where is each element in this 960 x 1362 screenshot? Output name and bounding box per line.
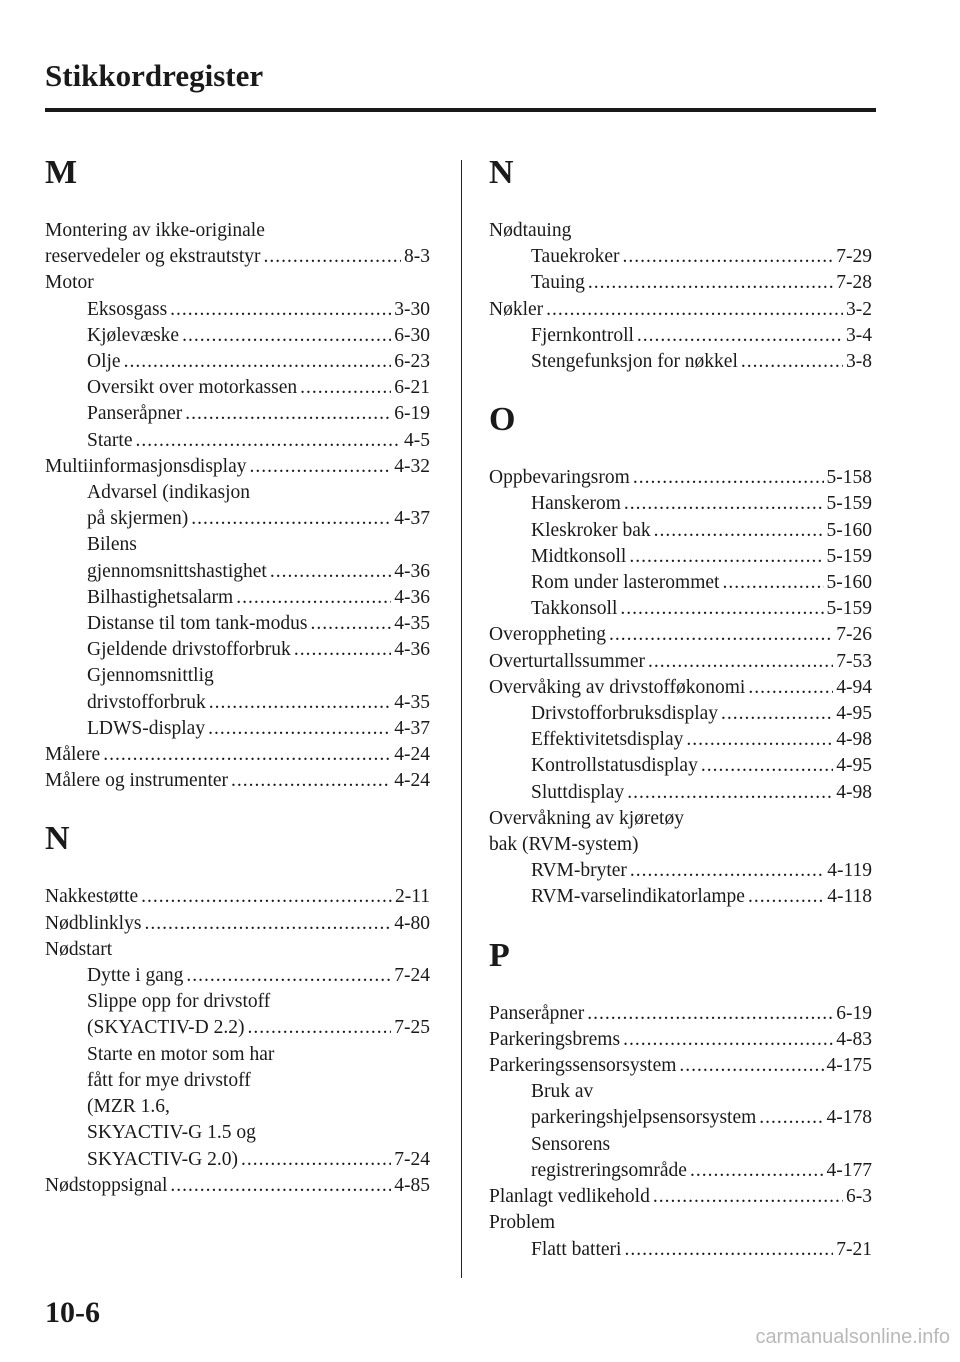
- index-subentry: [45, 297, 430, 323]
- entry-page-ref[interactable]: 2-11: [394, 886, 430, 908]
- index-entry: [489, 649, 872, 675]
- index-subentry: [45, 611, 430, 637]
- leader-dots: [609, 622, 833, 648]
- entry-page-ref[interactable]: 4-98: [836, 781, 872, 803]
- index-entry: [489, 1210, 872, 1236]
- entry-page-ref[interactable]: 6-3: [846, 1186, 872, 1208]
- entry-page-ref[interactable]: 5-160: [826, 572, 872, 594]
- entry-term: Fjernkontroll: [531, 324, 634, 346]
- leader-dots: [294, 637, 391, 663]
- index-subentry: [45, 690, 430, 716]
- entry-page-ref[interactable]: 5-158: [826, 467, 872, 489]
- entry-term: registreringsområde: [531, 1159, 687, 1181]
- entry-page-ref[interactable]: 4-36: [394, 639, 430, 661]
- entry-term: Kleskroker bak: [531, 519, 651, 541]
- leader-dots: [630, 858, 824, 884]
- column-divider: [461, 160, 462, 1278]
- entry-page-ref[interactable]: 4-80: [394, 912, 430, 934]
- section-letter: N: [45, 820, 70, 858]
- entry-page-ref[interactable]: 5-159: [826, 598, 872, 620]
- entry-term: Nødstoppsignal: [45, 1174, 168, 1196]
- leader-dots: [637, 323, 843, 349]
- entry-term: Hanskerom: [531, 493, 621, 515]
- index-subentry: [45, 1147, 430, 1173]
- entry-term: Distanse til tom tank-modus: [87, 613, 308, 635]
- leader-dots: [748, 675, 833, 701]
- section-gap: [45, 794, 430, 818]
- index-entry: [45, 768, 430, 794]
- entry-term: Nødtauing: [489, 220, 572, 241]
- index-subentry: [489, 323, 872, 349]
- index-subentry: [489, 1079, 872, 1105]
- index-subentry: [489, 858, 872, 884]
- entry-page-ref[interactable]: 4-175: [826, 1055, 872, 1077]
- leader-dots: [236, 585, 391, 611]
- index-entry: [489, 297, 872, 323]
- entry-term: Nødblinklys: [45, 912, 142, 934]
- index-subentry: [489, 570, 872, 596]
- index-subentry: [489, 518, 872, 544]
- leader-dots: [721, 701, 833, 727]
- index-subentry: [489, 1132, 872, 1158]
- entry-term: (MZR 1.6,: [87, 1096, 170, 1118]
- leader-dots: [741, 349, 843, 375]
- entry-term: Gjeldende drivstofforbruk: [87, 639, 291, 661]
- index-entry: [489, 622, 872, 648]
- index-entry: [45, 742, 430, 768]
- entry-page-ref[interactable]: 3-8: [846, 351, 872, 373]
- index-entry: [489, 1053, 872, 1079]
- leader-dots: [186, 963, 391, 989]
- index-subentry: [489, 753, 872, 779]
- section-letter: M: [45, 154, 78, 191]
- leader-dots: [653, 1184, 843, 1210]
- entry-page-ref[interactable]: 5-159: [826, 545, 872, 567]
- leader-dots: [310, 611, 391, 637]
- entry-term: Takkonsoll: [531, 598, 618, 620]
- entry-term: Gjennomsnittlig: [87, 665, 214, 687]
- entry-page-ref[interactable]: 4-35: [394, 613, 430, 635]
- index-subentry: [45, 559, 430, 585]
- entry-term: RVM-bryter: [531, 860, 627, 882]
- leader-dots: [648, 649, 833, 675]
- index-entry: [489, 832, 872, 858]
- section-letter: O: [489, 401, 516, 439]
- index-subentry: [45, 1068, 430, 1094]
- page-number: 10-6: [45, 1296, 100, 1329]
- entry-term: Oppbevaringsrom: [489, 467, 630, 489]
- entry-term: Montering av ikke-originale: [45, 220, 265, 241]
- leader-dots: [623, 244, 834, 270]
- leader-dots: [624, 491, 824, 517]
- entry-page-ref[interactable]: 7-53: [836, 650, 872, 672]
- leader-dots: [182, 323, 391, 349]
- index-subentry: [489, 727, 872, 753]
- entry-page-ref[interactable]: 7-28: [836, 272, 872, 294]
- index-entry: [489, 1001, 872, 1027]
- leader-dots: [170, 297, 391, 323]
- leader-dots: [624, 1237, 833, 1263]
- entry-term: Oversikt over motorkassen: [87, 377, 298, 399]
- leader-dots: [191, 506, 391, 532]
- leader-dots: [679, 1053, 823, 1079]
- entry-term: SKYACTIV-G 1.5 og: [87, 1122, 256, 1144]
- entry-page-ref[interactable]: 4-83: [836, 1028, 872, 1050]
- entry-page-ref[interactable]: 4-118: [827, 886, 872, 908]
- section-letter: N: [489, 154, 514, 191]
- leader-dots: [722, 570, 823, 596]
- section-gap: [489, 911, 872, 935]
- entry-term: Sensorens: [531, 1133, 611, 1155]
- leader-dots: [546, 297, 843, 323]
- leader-dots: [686, 727, 833, 753]
- index-subentry: [45, 428, 430, 454]
- index-subentry: [489, 780, 872, 806]
- page-title: Stikkordregister: [45, 58, 264, 93]
- index-entry: [489, 465, 872, 491]
- entry-page-ref[interactable]: 6-30: [394, 324, 430, 346]
- leader-dots: [135, 428, 401, 454]
- entry-page-ref[interactable]: 4-85: [394, 1174, 430, 1196]
- entry-term: Dytte i gang: [87, 965, 184, 987]
- entry-term: Effektivitetsdisplay: [531, 729, 684, 751]
- leader-dots: [748, 884, 824, 910]
- entry-term: Nakkestøtte: [45, 886, 139, 908]
- index-subentry: [45, 585, 430, 611]
- section-gap: [489, 375, 872, 399]
- entry-page-ref[interactable]: 6-19: [394, 403, 430, 425]
- leader-dots: [701, 753, 833, 779]
- leader-dots: [208, 716, 391, 742]
- index-subentry: [45, 1094, 430, 1120]
- entry-page-ref[interactable]: 4-95: [836, 703, 872, 725]
- index-subentry: [45, 1042, 430, 1068]
- index-subentry: [489, 270, 872, 296]
- index-column-left: [45, 152, 430, 1199]
- entry-term: Overvåkning av kjøretøy: [489, 807, 684, 829]
- entry-term: Problem: [489, 1212, 556, 1234]
- index-subentry: [45, 989, 430, 1015]
- entry-page-ref[interactable]: 7-29: [836, 246, 872, 268]
- entry-term: Multiinformasjonsdisplay: [45, 455, 247, 477]
- entry-term: Bilens: [87, 534, 137, 556]
- index-entry: [45, 244, 430, 270]
- entry-page-ref[interactable]: 7-26: [836, 624, 872, 646]
- entry-term: Tauing: [531, 272, 585, 294]
- entry-page-ref[interactable]: 4-95: [836, 755, 872, 777]
- index-subentry: [45, 637, 430, 663]
- leader-dots: [633, 465, 824, 491]
- leader-dots: [620, 596, 823, 622]
- leader-dots: [654, 518, 824, 544]
- entry-term: fått for mye drivstoff: [87, 1069, 251, 1091]
- entry-term: Målere: [45, 744, 101, 766]
- entry-term: (SKYACTIV-D 2.2): [87, 1017, 245, 1039]
- leader-dots: [144, 911, 391, 937]
- index-entry: [45, 1173, 430, 1199]
- leader-dots: [588, 270, 833, 296]
- entry-page-ref[interactable]: 4-37: [394, 508, 430, 530]
- index-subentry: [489, 1158, 872, 1184]
- leader-dots: [124, 349, 392, 375]
- leader-dots: [270, 559, 391, 585]
- entry-term: Stengefunksjon for nøkkel: [531, 351, 738, 373]
- index-entry: [45, 270, 430, 296]
- leader-dots: [690, 1158, 824, 1184]
- index-entry: [489, 806, 872, 832]
- entry-term: LDWS-display: [87, 717, 206, 739]
- index-column-right: [489, 152, 872, 1263]
- watermark: carmanualsonline.info: [755, 1326, 950, 1348]
- index-entry: [45, 218, 430, 244]
- index-subentry: [45, 1015, 430, 1041]
- entry-page-ref[interactable]: 3-4: [846, 324, 872, 346]
- entry-page-ref[interactable]: 7-21: [836, 1238, 872, 1260]
- index-subentry: [45, 323, 430, 349]
- entry-term: Tauekroker: [531, 246, 620, 268]
- leader-dots: [627, 780, 833, 806]
- entry-page-ref[interactable]: 3-30: [394, 298, 430, 320]
- entry-page-ref[interactable]: 5-159: [826, 493, 872, 515]
- entry-term: parkeringshjelpsensorsystem: [531, 1107, 757, 1129]
- entry-term: Slippe opp for drivstoff: [87, 991, 271, 1013]
- entry-term: RVM-varselindikatorlampe: [531, 886, 745, 908]
- entry-term: Starte: [87, 429, 133, 451]
- entry-term: Målere og instrumenter: [45, 770, 229, 792]
- entry-term: gjennomsnittshastighet: [87, 560, 267, 582]
- entry-page-ref[interactable]: 7-24: [394, 1148, 430, 1170]
- index-entry: [489, 1184, 872, 1210]
- leader-dots: [103, 742, 391, 768]
- index-subentry: [45, 963, 430, 989]
- leader-dots: [241, 1147, 391, 1173]
- entry-page-ref[interactable]: 4-98: [836, 729, 872, 751]
- entry-term: Sluttdisplay: [531, 781, 625, 803]
- entry-term: Panseråpner: [489, 1002, 585, 1024]
- entry-term: Drivstofforbruksdisplay: [531, 703, 719, 725]
- header-rule: [45, 108, 876, 112]
- index-subentry: [489, 1105, 872, 1131]
- leader-dots: [141, 884, 392, 910]
- entry-term: Kjølevæske: [87, 324, 180, 346]
- index-entry: [489, 218, 872, 244]
- entry-term: Kontrollstatusdisplay: [531, 755, 698, 777]
- entry-page-ref[interactable]: 4-178: [826, 1107, 872, 1129]
- leader-dots: [250, 454, 392, 480]
- leader-dots: [185, 401, 391, 427]
- entry-page-ref[interactable]: 6-23: [394, 351, 430, 373]
- leader-dots: [629, 544, 823, 570]
- entry-page-ref[interactable]: 4-24: [394, 770, 430, 792]
- entry-term: Nødstart: [45, 938, 113, 960]
- index-entry: [45, 884, 430, 910]
- entry-term: Olje: [87, 351, 121, 373]
- index-subentry: [45, 716, 430, 742]
- index-subentry: [489, 1237, 872, 1263]
- entry-term: Overvåking av drivstofføkonomi: [489, 676, 746, 698]
- index-subentry: [45, 349, 430, 375]
- index-subentry: [45, 375, 430, 401]
- leader-dots: [231, 768, 391, 794]
- entry-term: Nøkler: [489, 298, 544, 320]
- entry-page-ref[interactable]: 4-37: [394, 717, 430, 739]
- index-subentry: [489, 701, 872, 727]
- entry-page-ref[interactable]: 7-25: [394, 1017, 430, 1039]
- index-subentry: [45, 1120, 430, 1146]
- leader-dots: [209, 690, 391, 716]
- entry-term: drivstofforbruk: [87, 691, 206, 713]
- entry-page-ref[interactable]: 4-36: [394, 560, 430, 582]
- index-entry: [45, 937, 430, 963]
- index-subentry: [489, 244, 872, 270]
- entry-term: Rom under lasterommet: [531, 572, 720, 594]
- section-letter: P: [489, 936, 510, 974]
- leader-dots: [587, 1001, 833, 1027]
- entry-term: reservedeler og ekstrautstyr: [45, 246, 261, 268]
- entry-page-ref[interactable]: 5-160: [826, 519, 872, 541]
- index-subentry: [489, 349, 872, 375]
- entry-term: Flatt batteri: [531, 1238, 622, 1260]
- index-entry: [45, 911, 430, 937]
- entry-page-ref[interactable]: 7-24: [394, 965, 430, 987]
- entry-term: Midtkonsoll: [531, 545, 627, 567]
- entry-term: Overturtallssummer: [489, 650, 645, 672]
- entry-page-ref[interactable]: 8-3: [404, 246, 430, 268]
- index-subentry: [45, 663, 430, 689]
- entry-term: Advarsel (indikasjon: [87, 482, 251, 504]
- entry-page-ref[interactable]: 4-5: [404, 429, 430, 451]
- entry-term: bak (RVM-system): [489, 834, 639, 856]
- index-subentry: [489, 884, 872, 910]
- leader-dots: [623, 1027, 833, 1053]
- entry-term: Motor: [45, 272, 94, 294]
- index-subentry: [489, 596, 872, 622]
- entry-page-ref[interactable]: 4-177: [826, 1159, 872, 1181]
- entry-term: Parkeringssensorsystem: [489, 1055, 677, 1077]
- index-subentry: [45, 532, 430, 558]
- entry-term: Bilhastighetsalarm: [87, 586, 234, 608]
- leader-dots: [170, 1173, 391, 1199]
- index-entry: [489, 1027, 872, 1053]
- entry-term: Bruk av: [531, 1081, 594, 1103]
- entry-page-ref[interactable]: 4-32: [394, 455, 430, 477]
- entry-page-ref[interactable]: 4-119: [827, 860, 872, 882]
- entry-page-ref[interactable]: 4-36: [394, 586, 430, 608]
- entry-term: Overoppheting: [489, 624, 606, 646]
- entry-page-ref[interactable]: 6-21: [394, 377, 430, 399]
- entry-page-ref[interactable]: 3-2: [846, 298, 872, 320]
- entry-page-ref[interactable]: 4-35: [394, 691, 430, 713]
- entry-term: Panseråpner: [87, 403, 183, 425]
- entry-term: SKYACTIV-G 2.0): [87, 1148, 238, 1170]
- index-subentry: [45, 401, 430, 427]
- leader-dots: [264, 244, 402, 270]
- leader-dots: [759, 1105, 823, 1131]
- index-entry: [489, 675, 872, 701]
- leader-dots: [247, 1015, 391, 1041]
- entry-term: på skjermen): [87, 508, 189, 530]
- index-subentry: [489, 544, 872, 570]
- index-subentry: [489, 491, 872, 517]
- entry-term: Parkeringsbrems: [489, 1028, 621, 1050]
- entry-term: Starte en motor som har: [87, 1043, 275, 1065]
- entry-page-ref[interactable]: 4-94: [836, 676, 872, 698]
- entry-page-ref[interactable]: 6-19: [836, 1002, 872, 1024]
- entry-term: Eksosgass: [87, 298, 168, 320]
- index-subentry: [45, 480, 430, 506]
- leader-dots: [300, 375, 391, 401]
- index-subentry: [45, 506, 430, 532]
- entry-page-ref[interactable]: 4-24: [394, 744, 430, 766]
- entry-term: Planlagt vedlikehold: [489, 1186, 650, 1208]
- index-entry: [45, 454, 430, 480]
